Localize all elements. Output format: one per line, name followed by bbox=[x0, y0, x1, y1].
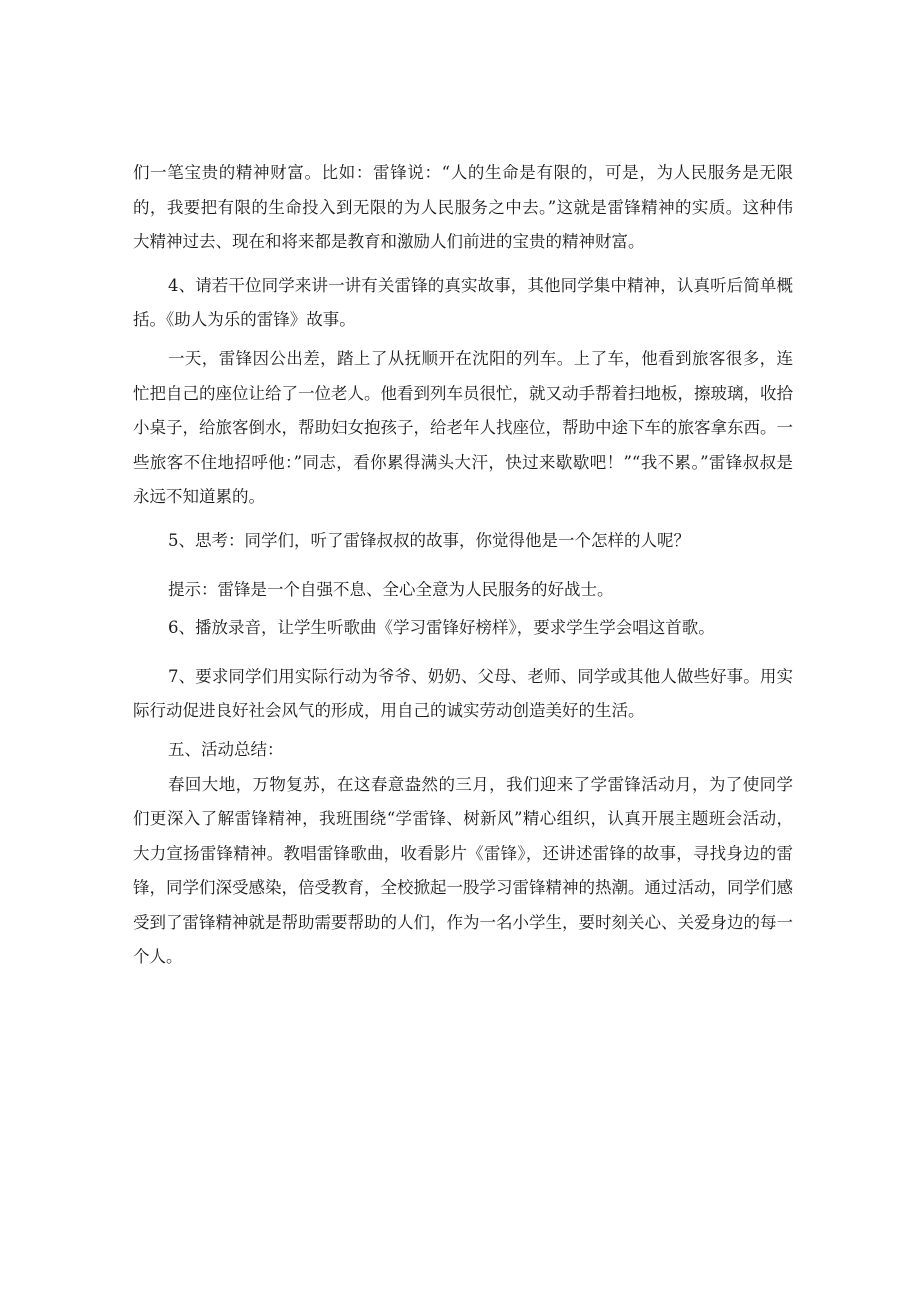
paragraph-summary: 春回大地，万物复苏，在这春意盎然的三月，我们迎来了学雷锋活动月，为了使同学们更深入了解雷锋精神，我班围绕“学雷锋、树新风”精心组织，认真开展主题班会活动，大力宣扬雷锋精神。教唱雷锋歌曲，收看影片《雷锋》，还讲述雷锋的故事，寻找身边的雷锋，同学们深受感染，倍受教育，全校掀起一股学习雷锋精神的热潮。通过活动，同学们感受到了雷锋精神就是帮助需要帮助的人们，作为一名小学生，要时刻关心、关爱身边的每一个人。 bbox=[133, 774, 793, 967]
paragraph-story: 一天，雷锋因公出差，踏上了从抚顺开在沈阳的列车。上了车，他看到旅客很多，连忙把自己的座位让给了一位老人。他看到列车员很忙，就又动手帮着扫地板，擦玻璃，收拾小桌子，给旅客倒水，帮助妇女抱孩子，给老年人找座位，帮助中途下车的旅客拿东西。一些旅客不住地招呼他：”同志，看你累得满头大汗，快过来歇歇吧！”“我不累。”雷锋叔叔是永远不知道累的。 bbox=[133, 348, 793, 507]
paragraph-step-6: 6、播放录音，让学生听歌曲《学习雷锋好榜样》，要求学生学会唱这首歌。 bbox=[168, 618, 715, 638]
paragraph-hint: 提示：雷锋是一个自强不息、全心全意为人民服务的好战士。 bbox=[168, 579, 614, 599]
paragraph-step-4: 4、请若干位同学来讲一讲有关雷锋的真实故事，其他同学集中精神，认真听后简单概括。《助人为乐的雷锋》故事。 bbox=[133, 275, 793, 330]
paragraph-spirit-wealth: 们一笔宝贵的精神财富。比如：雷锋说：“人的生命是有限的，可是，为人民服务是无限的，我要把有限的生命投入到无限的为人民服务之中去。”这就是雷锋精神的实质。这种伟大精神过去、现在和将来都是教育和激励人们前进的宝贵的精神财富。 bbox=[133, 163, 793, 252]
document-body bbox=[133, 156, 793, 975]
paragraph-step-7: 7、要求同学们用实际行动为爷爷、奶奶、父母、老师、同学或其他人做些好事。用实际行动促进良好社会风气的形成，用自己的诚实劳动创造美好的生活。 bbox=[133, 666, 793, 721]
paragraph-step-5: 5、思考：同学们，听了雷锋叔叔的故事，你觉得他是一个怎样的人呢？ bbox=[168, 530, 690, 550]
section-heading-summary: 五、活动总结： bbox=[168, 739, 284, 759]
